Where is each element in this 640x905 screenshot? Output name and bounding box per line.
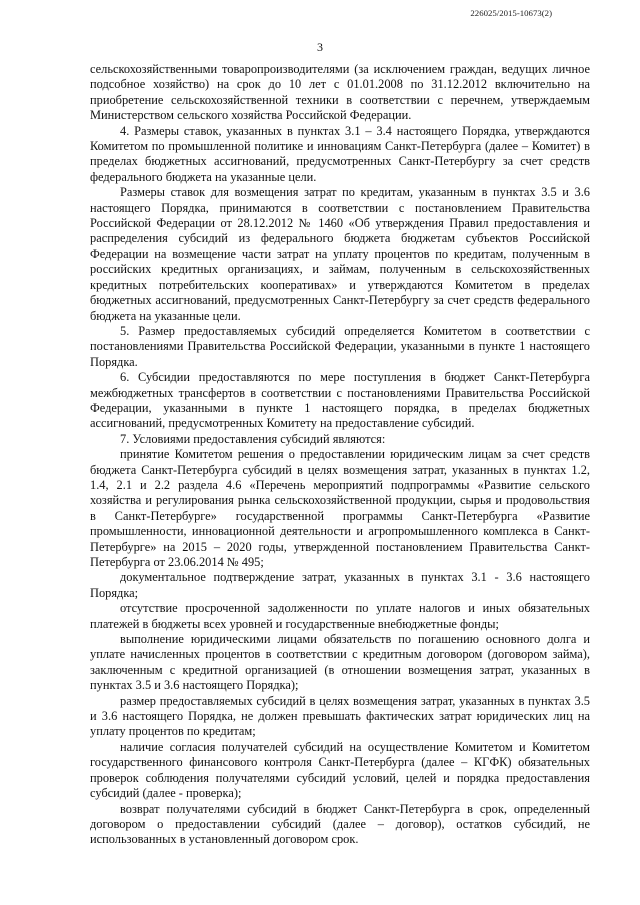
page-number: 3 [317, 40, 323, 54]
condition-loan-obligations: выполнение юридическими лицами обязательств по погашению основного долга и уплате начисленных процентов в соответствии с кредитным договором (договором займа), заключенным с кредитной организацией (в отношении возмещения затрат, указанных в пунктах 3.5 и 3.6 настоящего Порядка); [90, 632, 590, 693]
condition-return-of-remainders: возврат получателями субсидий в бюджет Санкт-Петербурга в срок, определенный договором о предоставлении субсидий (далее – договор), остатков субсидий, не использованных в установленный договором срок. [90, 801, 590, 847]
document-body [90, 62, 590, 848]
condition-inspection-consent: наличие согласия получателей субсидий на осуществление Комитетом и Комитетом государственного финансового контроля Санкт-Петербурга (далее – КГФК) обязательных проверок соблюдения получателями субсидий условий, целей и порядка предоставления субсидий (далее - проверка); [90, 739, 590, 801]
paragraph-rates-3-5-3-6: Размеры ставок для возмещения затрат по кредитам, указанным в пунктах 3.5 и 3.6 настоящего Порядка, принимаются в соответствии с постановлением Правительства Российской Федерации от 28.12.2012 № 1460 «Об утверждения Правил предоставления и распределения субсидий из федерального бюджета бюджетам субъектов Российской Федерации на возмещение части затрат на уплату процентов по кредитам, полученным в российских кредитных организациях, и займам, полученным в сельскохозяйственных кредитных потребительских кооперативах» и утверждаются Комитетом в пределах бюджетных ассигнований, предусмотренных Санкт-Петербургу за счет средств федерального бюджета на указанные цели. [90, 185, 590, 323]
paragraph-item-4: 4. Размеры ставок, указанных в пунктах 3.1 – 3.4 настоящего Порядка, утверждаются Комитетом по промышленной политике и инновациям Санкт-Петербурга (далее – Комитет) в пределах бюджетных ассигнований, предусмотренных Санкт-Петербургу за счет средств федерального бюджета на указанные цели. [90, 123, 590, 184]
condition-no-overdue-debt: отсутствие просроченной задолженности по уплате налогов и иных обязательных платежей в бюджеты всех уровней и государственные внебюджетные фонды; [90, 601, 590, 631]
condition-subsidy-limit: размер предоставляемых субсидий в целях возмещения затрат, указанных в пунктах 3.5 и 3.6 настоящего Порядка, не должен превышать фактических затрат юридических лиц на уплату процентов по кредитам; [90, 693, 590, 739]
paragraph-item-5: 5. Размер предоставляемых субсидий определяется Комитетом в соответствии с постановлениями Правительства Российской Федерации, указанными в пункте 1 настоящего Порядка. [90, 323, 590, 369]
paragraph-item-6: 6. Субсидии предоставляются по мере поступления в бюджет Санкт-Петербурга межбюджетных трансфертов в соответствии с постановлениями Правительства Российской Федерации, указанными в пункте 1 настоящего порядка, в пределах бюджетных ассигнований, предусмотренных Комитету на предоставление субсидий. [90, 370, 590, 431]
paragraph-continuation: сельскохозяйственными товаропроизводителями (за исключением граждан, ведущих личное подсобное хозяйство) на срок до 10 лет с 01.01.2008 по 31.12.2012 включительно на приобретение сельскохозяйственной техники в соответствии с перечнем, утверждаемым Министерством сельского хозяйства Российской Федерации. [90, 62, 590, 123]
document-registration-number: 226025/2015-10673(2) [470, 8, 552, 18]
condition-documentary-confirmation: документальное подтверждение затрат, указанных в пунктах 3.1 - 3.6 настоящего Порядка; [90, 570, 590, 600]
paragraph-item-7: 7. Условиями предоставления субсидий являются: [120, 431, 386, 446]
condition-committee-decision: принятие Комитетом решения о предоставлении юридическим лицам за счет средств бюджета Санкт-Петербурга субсидий в целях возмещения затрат, указанных в пунктах 1.2, 1.4, 2.1 и 2.2 раздела 4.6 «Перечень мероприятий подпрограммы «Развитие сельского хозяйства и регулирования рынка сельскохозяйственной продукции, сырья и продовольствия в Санкт-Петербурге» государственной программы Санкт-Петербурга «Развитие промышленности, инновационной деятельности и агропромышленного комплекса в Санкт-Петербурге» на 2015 – 2020 годы, утвержденной постановлением Правительства Санкт-Петербурга от 23.06.2014 № 495; [90, 447, 590, 569]
